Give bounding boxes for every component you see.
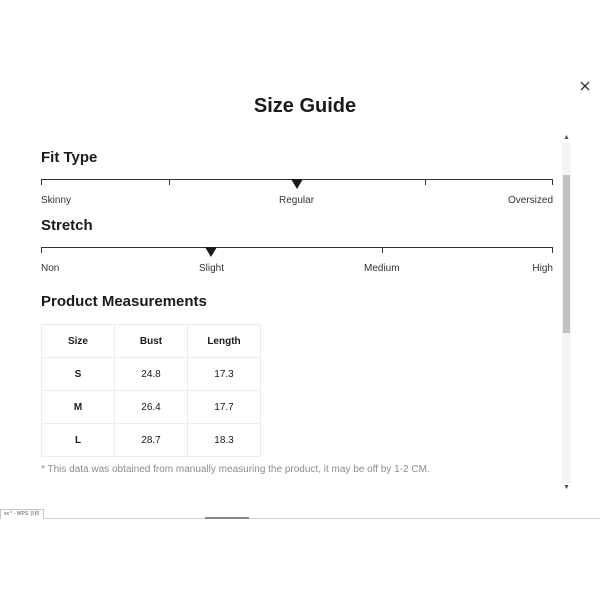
fit-type-selected-marker xyxy=(291,179,303,189)
column-header-bust: Bust xyxy=(115,325,188,358)
stretch-label-non: Non xyxy=(41,263,60,274)
close-button[interactable] xyxy=(576,77,594,95)
column-header-size: Size xyxy=(42,325,115,358)
scroll-thumb[interactable] xyxy=(563,175,570,333)
length-cell: 18.3 xyxy=(188,424,261,457)
scrollbar[interactable] xyxy=(562,133,571,493)
stretch-tick xyxy=(41,247,42,253)
bust-cell: 28.7 xyxy=(115,424,188,457)
length-cell: 17.7 xyxy=(188,391,261,424)
product-measurements-heading: Product Measurements xyxy=(41,293,207,310)
stretch-tick xyxy=(382,247,383,253)
dialog-title: Size Guide xyxy=(253,95,357,117)
size-cell: S xyxy=(42,358,115,391)
table-row xyxy=(42,358,261,391)
fit-type-label-oversized: Oversized xyxy=(507,195,553,206)
column-header-length: Length xyxy=(188,325,261,358)
fit-type-scale xyxy=(41,179,553,187)
table-header-row xyxy=(42,325,261,358)
table-row xyxy=(42,424,261,457)
scroll-down-arrow-icon[interactable]: ▼ xyxy=(563,484,570,491)
table-row xyxy=(42,391,261,424)
stretch-label-high: High xyxy=(532,263,553,274)
stretch-selected-marker xyxy=(205,247,217,257)
fit-type-label-regular: Regular xyxy=(279,195,315,206)
length-cell: 17.3 xyxy=(188,358,261,391)
stretch-tick xyxy=(552,247,553,253)
size-cell: L xyxy=(42,424,115,457)
close-icon[interactable] xyxy=(576,77,594,95)
scroll-up-arrow-icon[interactable]: ▲ xyxy=(563,134,570,141)
stretch-heading: Stretch xyxy=(41,217,93,234)
fit-type-tick xyxy=(425,179,426,185)
fit-type-label-skinny: Skinny xyxy=(41,195,72,206)
fit-type-tick xyxy=(41,179,42,185)
stretch-label-slight: Slight xyxy=(199,263,225,274)
taskbar-divider xyxy=(0,518,600,519)
fit-type-tick xyxy=(552,179,553,185)
measurement-disclaimer: * This data was obtained from manually measuring the product, it may be off by 1-2 CM. xyxy=(41,464,430,475)
fit-type-tick xyxy=(169,179,170,185)
bust-cell: 24.8 xyxy=(115,358,188,391)
stretch-scale-line xyxy=(41,247,553,248)
size-cell: M xyxy=(42,391,115,424)
fit-type-heading: Fit Type xyxy=(41,149,98,166)
stretch-label-medium: Medium xyxy=(364,263,400,274)
taskbar-tab[interactable]: xx * - WPS 表格 xyxy=(0,509,44,519)
stretch-scale xyxy=(41,247,553,255)
bust-cell: 26.4 xyxy=(115,391,188,424)
taskbar-indicator xyxy=(205,517,249,519)
measurements-table xyxy=(41,324,261,457)
